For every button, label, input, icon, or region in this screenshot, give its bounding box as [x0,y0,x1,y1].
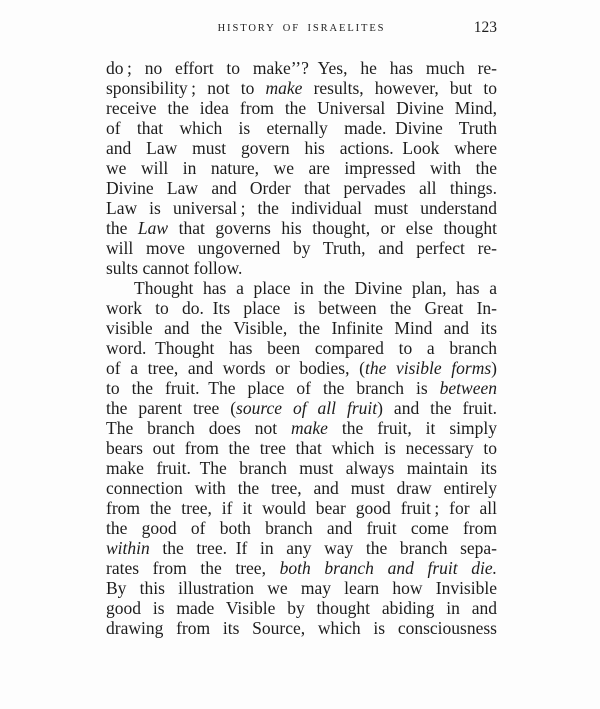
body-text-segment: ) [491,358,497,378]
running-header [106,18,497,40]
text-line [106,298,497,318]
italic-text: between [439,378,497,398]
text-line [106,618,497,638]
text-line [106,278,497,298]
body-text-segment: ) and the fruit. [377,398,497,418]
text-line [106,138,497,158]
italic-text: source of all fruit [236,398,378,418]
text-line [106,398,497,418]
body-text-segment: sponsibility ; not to [106,78,266,98]
text-line [106,518,497,538]
text-line [106,238,497,258]
body-text-segment: the parent tree ( [106,398,237,418]
body-text-segment: receive the idea from the Universal Divine Mind, [106,98,497,118]
body-text-segment: Thought has a place in the Divine plan, has a [134,278,497,298]
body-text-segment: visible and the Visible, the Infinite Mind and its [106,318,497,338]
text-line [106,338,497,358]
page-body [106,58,497,638]
body-text-segment: drawing from its Source, which is consciousness [106,618,497,638]
text-line [106,538,497,558]
text-line [106,558,497,578]
body-text-segment: Divine Law and Order that pervades all things. [106,178,497,198]
body-text-segment: do ; no effort to make’’? Yes, he has much re- [106,58,497,78]
text-line [106,578,497,598]
text-line [106,478,497,498]
body-text-segment: the fruit, it simply [327,418,497,438]
body-text-segment: will move ungoverned by Truth, and perfect re- [106,238,497,258]
body-text-segment: we will in nature, we are impressed with the [106,158,497,178]
body-text-segment: work to do. Its place is between the Great In- [106,298,497,318]
body-text-segment: bears out from the tree that which is necessary to [106,438,497,458]
body-text-segment: and Law must govern his actions. Look where [106,138,497,158]
italic-text: Law [137,218,169,238]
text-line [106,458,497,478]
body-text-segment: of a tree, and words or bodies, ( [106,358,365,378]
body-text-segment: word. Thought has been compared to a branch [106,338,497,358]
text-line [106,378,497,398]
text-line [106,178,497,198]
body-text-segment: Law is universal ; the individual must understand [106,198,497,218]
text-column [106,18,497,638]
body-text-segment: make fruit. The branch must always maintain its [106,458,497,478]
running-header-title: HISTORY OF ISRAELITES [217,23,386,34]
page-number: 123 [473,19,497,36]
body-text-segment: The branch does not [106,418,292,438]
body-text-segment: sults cannot follow. [106,258,243,278]
paragraph [106,58,497,278]
text-line [106,218,497,238]
text-line [106,58,497,78]
text-line [106,418,497,438]
text-line [106,158,497,178]
body-text-segment: the good of both branch and fruit come from [106,518,497,538]
text-line [106,258,497,278]
text-line [106,78,497,98]
italic-text: the visible forms [364,358,492,378]
body-text-segment: of that which is eternally made. Divine Truth [106,118,497,138]
body-text-segment: that governs his thought, or else thought [168,218,497,238]
text-line [106,438,497,458]
italic-text: make [291,418,328,438]
text-line [106,598,497,618]
text-line [106,98,497,118]
text-line [106,118,497,138]
body-text-segment: rates from the tree, [106,558,280,578]
text-line [106,318,497,338]
body-text-segment: connection with the tree, and must draw entirely [106,478,497,498]
text-line [106,498,497,518]
body-text-segment: to the fruit. The place of the branch is [106,378,440,398]
paragraph [106,278,497,638]
body-text-segment: from the tree, if it would bear good fruit ; for all [106,498,497,518]
italic-text: make [265,78,303,98]
body-text-segment: results, however, but to [302,78,497,98]
italic-text: within [106,538,150,558]
italic-text: both branch and fruit die. [279,558,497,578]
text-line [106,198,497,218]
body-text-segment: the [106,218,138,238]
text-line [106,358,497,378]
body-text-segment: good is made Visible by thought abiding in and [106,598,497,618]
body-text-segment: the tree. If in any way the branch sepa- [149,538,497,558]
body-text-segment: By this illustration we may learn how Invisible [106,578,497,598]
